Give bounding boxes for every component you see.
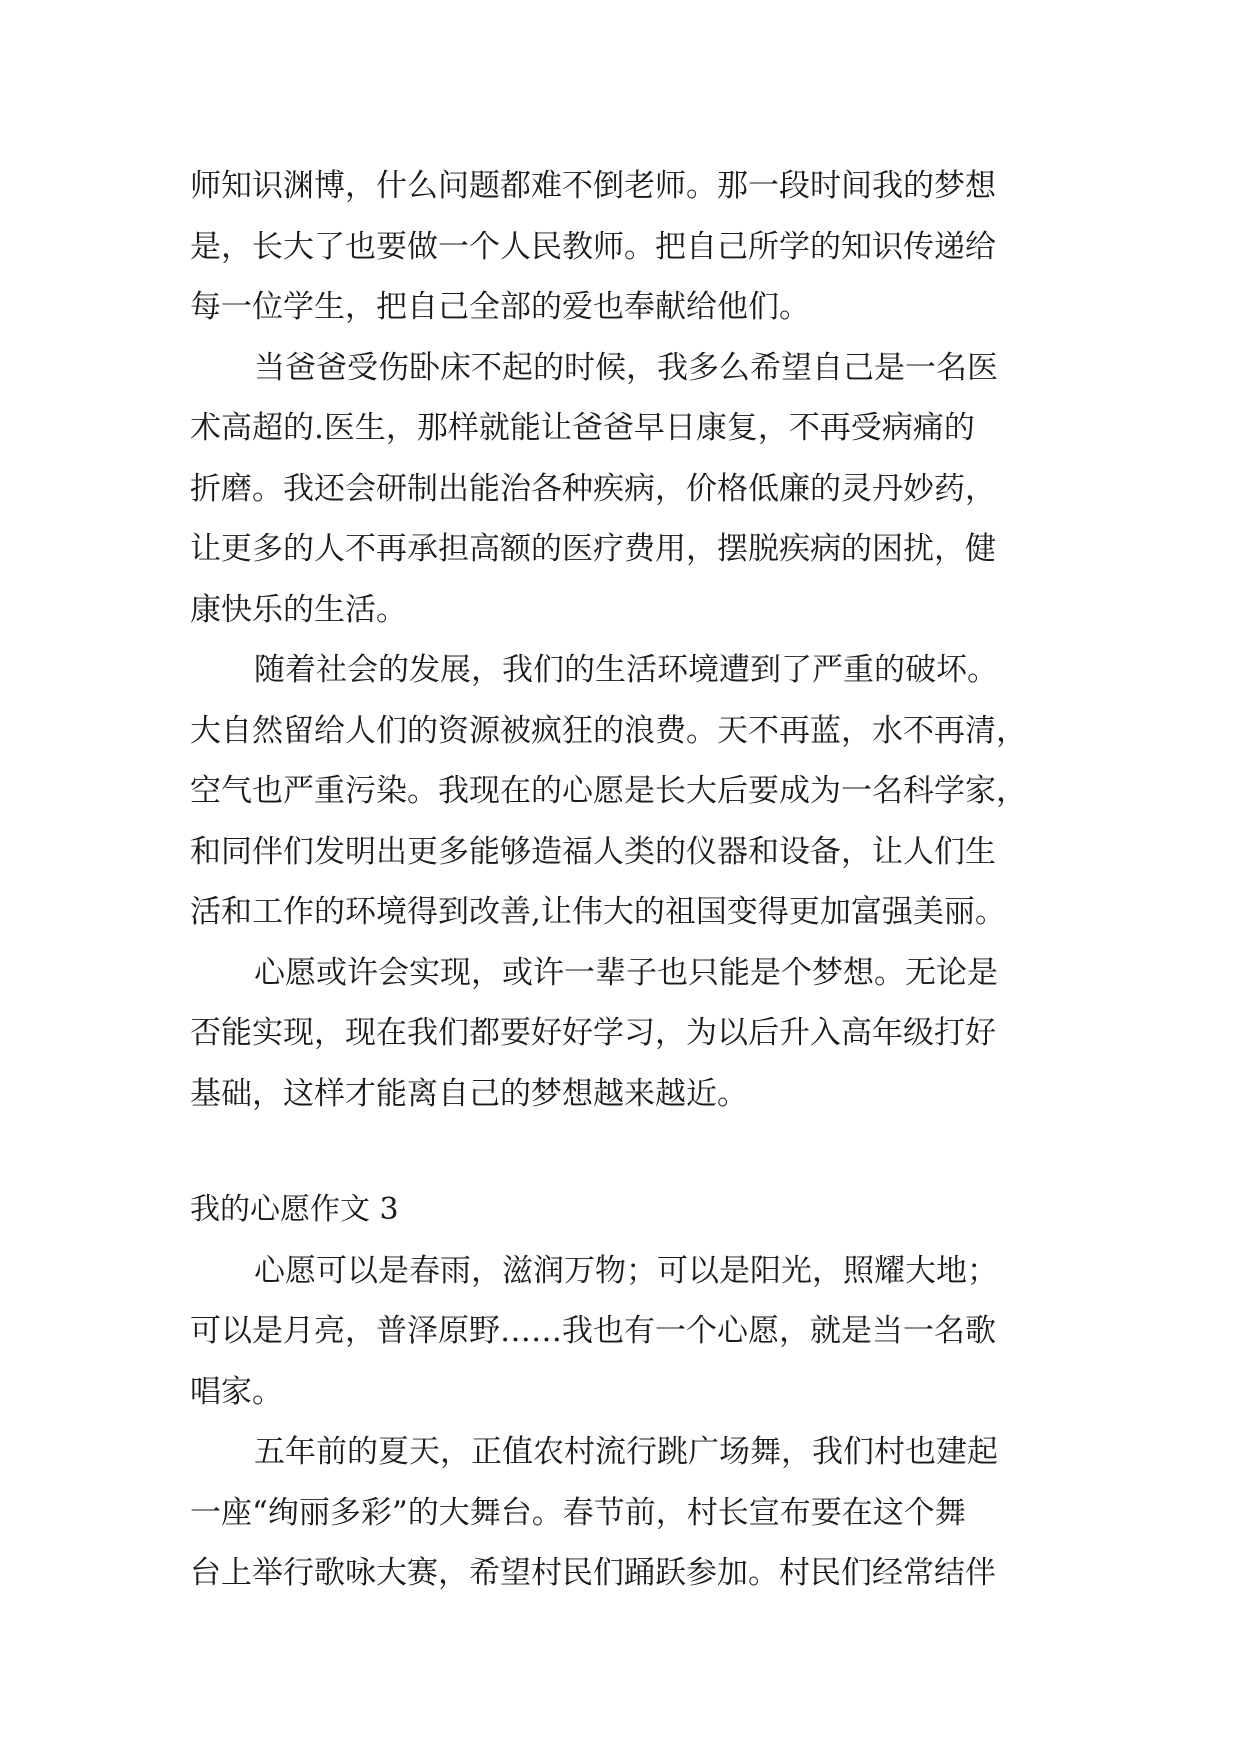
text-line: 让更多的人不再承担高额的医疗费用，摆脱疾病的困扰，健 — [190, 531, 996, 567]
text-line: 术高超的.医生，那样就能让爸爸早日康复，不再受病痛的 — [190, 410, 975, 446]
text-line: 空气也严重污染。我现在的心愿是长大后要成为一名科学家， — [190, 773, 1027, 809]
text-line: 折磨。我还会研制出能治各种疾病，价格低廉的灵丹妙药， — [190, 470, 996, 507]
text-line: 台上举行歌咏大赛，希望村民们踊跃参加。村民们经常结伴 — [190, 1555, 996, 1591]
text-line: 和同伴们发明出更多能够造福人类的仪器和设备，让人们生 — [190, 833, 996, 870]
text-line: 唱家。 — [190, 1373, 283, 1410]
text-line: 康快乐的生活。 — [190, 591, 407, 628]
text-line: 心愿可以是春雨，滋润万物；可以是阳光，照耀大地； — [254, 1252, 998, 1289]
paragraph — [190, 1422, 1050, 1604]
paragraph — [190, 1241, 1050, 1423]
paragraph — [190, 338, 1050, 641]
text-line: 当爸爸受伤卧床不起的时候，我多么希望自己是一名医 — [254, 349, 998, 386]
section-title: 我的心愿作文 3 — [190, 1192, 399, 1227]
text-line: 可以是月亮，普泽原野……我也有一个心愿，就是当一名歌 — [190, 1313, 996, 1349]
text-line: 是，长大了也要做一个人民教师。把自己所学的知识传递给 — [190, 228, 996, 265]
text-line: 一座“绚丽多彩”的大舞台。春节前，村长宣布要在这个舞 — [190, 1494, 966, 1531]
paragraph — [190, 156, 1050, 338]
document-body — [190, 156, 1050, 1604]
text-line: 每一位学生，把自己全部的爱也奉献给他们。 — [190, 289, 810, 325]
text-line: 心愿或许会实现，或许一辈子也只能是个梦想。无论是 — [254, 954, 998, 991]
text-line: 大自然留给人们的资源被疯狂的浪费。天不再蓝，水不再清， — [190, 712, 1027, 749]
paragraph — [190, 943, 1050, 1125]
paragraph — [190, 640, 1050, 943]
section-spacer — [190, 1124, 1050, 1180]
text-line: 基础，这样才能离自己的梦想越来越近。 — [190, 1075, 748, 1112]
text-line: 活和工作的环境得到改善,让伟大的祖国变得更加富强美丽。 — [190, 894, 1006, 930]
text-line: 五年前的夏天，正值农村流行跳广场舞，我们村也建起 — [254, 1434, 998, 1470]
text-line: 否能实现，现在我们都要好好学习，为以后升入高年级打好 — [190, 1015, 996, 1051]
text-line: 随着社会的发展，我们的生活环境遭到了严重的破坏。 — [254, 652, 998, 688]
text-line: 师知识渊博，什么问题都难不倒老师。那一段时间我的梦想 — [190, 168, 996, 204]
